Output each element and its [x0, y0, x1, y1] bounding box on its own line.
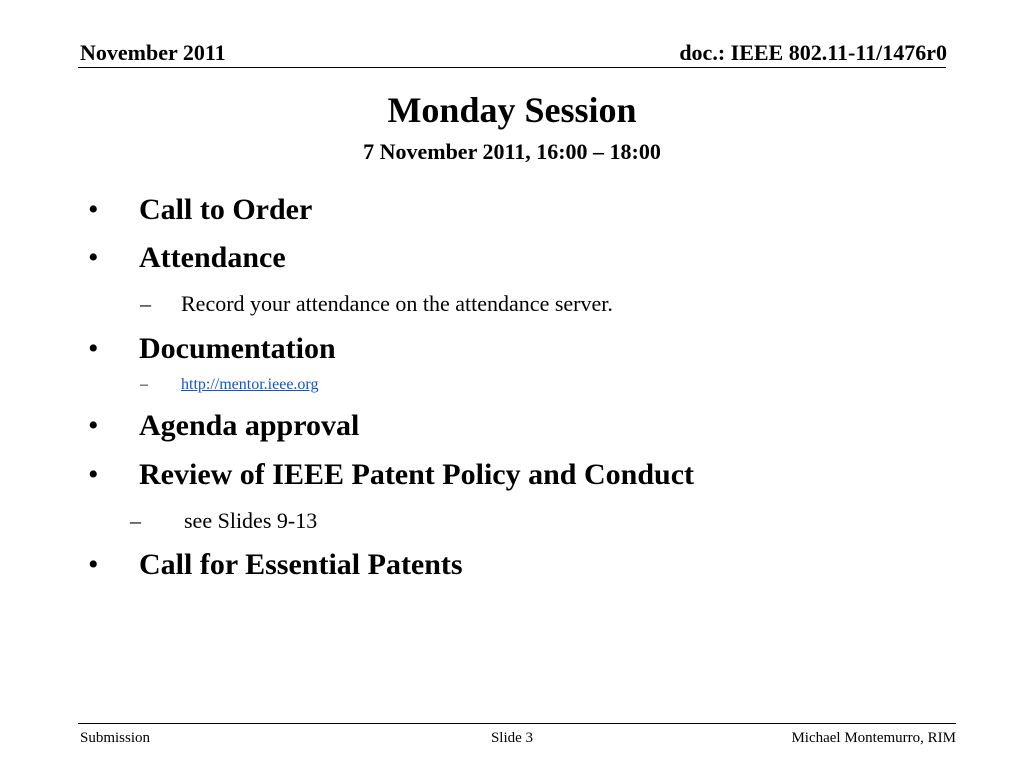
header-divider [78, 67, 946, 68]
bullet-text: Review of IEEE Patent Policy and Conduct [139, 458, 694, 491]
bullet-icon: • [88, 548, 99, 581]
footer-slide-number: Slide 3 [490, 730, 534, 746]
footer-author: Michael Montemurro, RIM [791, 730, 956, 746]
bullet-text: Documentation [139, 332, 336, 365]
bullet-text: Attendance [139, 241, 286, 274]
dash-icon: – [140, 376, 148, 393]
sub-bullet-text: see Slides 9-13 [184, 508, 318, 533]
bullet-text: Call for Essential Patents [139, 548, 463, 581]
bullet-icon: • [88, 458, 99, 491]
header-date: November 2011 [80, 40, 226, 65]
bullet-icon: • [88, 332, 99, 365]
slide-title: Monday Session [387, 90, 637, 130]
dash-icon: – [130, 508, 141, 533]
bullet-icon: • [88, 193, 99, 226]
bullet-icon: • [88, 241, 99, 274]
mentor-link[interactable]: http://mentor.ieee.org [181, 376, 319, 393]
bullet-text: Agenda approval [139, 409, 360, 442]
footer-divider [78, 723, 956, 724]
slide-subtitle: 7 November 2011, 16:00 – 18:00 [363, 139, 661, 164]
footer-submission: Submission [80, 730, 151, 746]
dash-icon: – [140, 291, 151, 316]
bullet-icon: • [88, 409, 99, 442]
sub-bullet-text: Record your attendance on the attendance server. [181, 291, 613, 316]
bullet-text: Call to Order [139, 193, 313, 226]
header-doc-id: doc.: IEEE 802.11-11/1476r0 [679, 40, 947, 65]
